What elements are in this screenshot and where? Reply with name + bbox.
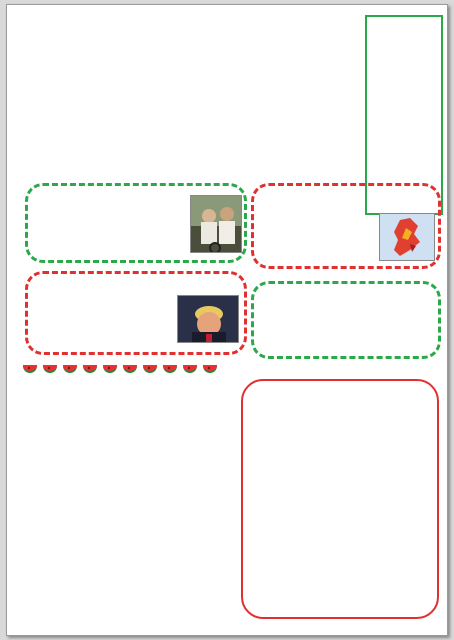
watermelon-icon	[123, 365, 137, 373]
watermelon-divider	[23, 365, 217, 373]
watermelon-icon	[43, 365, 57, 373]
watermelon-icon	[63, 365, 77, 373]
maintenance-text	[25, 385, 230, 625]
colorized-photo	[190, 195, 242, 253]
watermelon-icon	[23, 365, 37, 373]
watermelon-icon	[83, 365, 97, 373]
newsletter-page	[6, 4, 448, 636]
watermelon-icon	[203, 365, 217, 373]
watermelon-icon	[143, 365, 157, 373]
newsletter-title	[373, 23, 435, 163]
intro-text	[21, 17, 361, 177]
watermelon-icon	[183, 365, 197, 373]
title-box	[373, 23, 435, 163]
article-reading	[251, 281, 441, 359]
heatmap-image	[379, 213, 435, 261]
watermelon-icon	[103, 365, 117, 373]
country-quiz	[241, 379, 439, 619]
watermelon-icon	[163, 365, 177, 373]
sharpened-photo	[177, 295, 239, 343]
